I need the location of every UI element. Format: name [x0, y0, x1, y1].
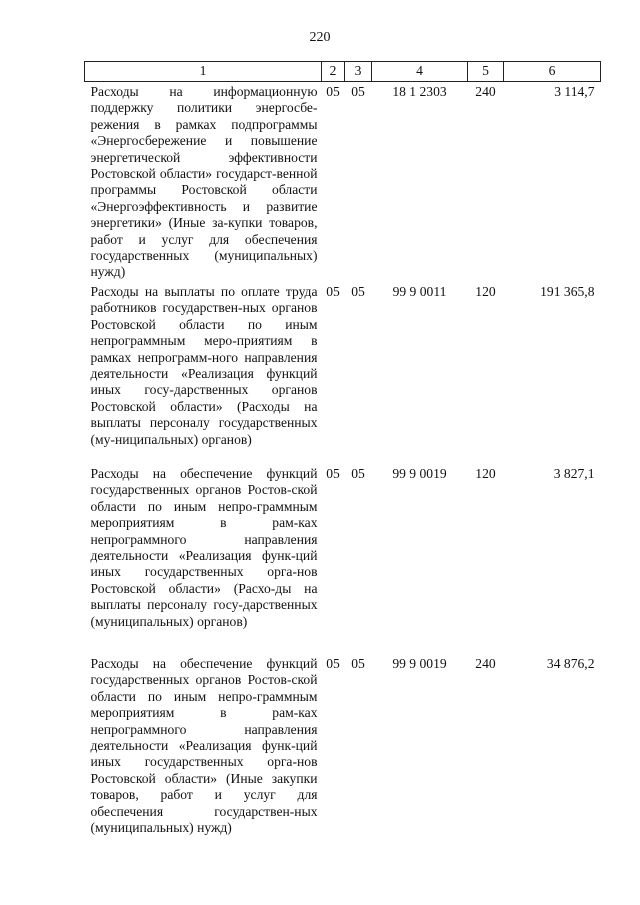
amount-value: 34 876,2 [546, 656, 595, 671]
subsection-code: 05 [351, 466, 365, 481]
expense-type-code: 120 [475, 284, 496, 299]
expense-description: Расходы на информационную поддержку политики энергосбе-режения в рамках подпрограммы «Энергосбережение и повышение энергетической эффективности Ростовской области» государст-венной программы Ростовской области «Энергоэффективность и развитие энергетики» (Иные за-купки товаров, работ и услуг для обеспечения государственных (муниципальных) нужд) [90, 84, 318, 280]
expense-description: Расходы на обеспечение функций государственных органов Ростов-ской области по иным непро-граммным мероприятиям в рам-ках непрограммного направления деятельности «Реализация функ-ций иных государственных орга-нов Ростовской области» (Расхо-ды на выплаты персоналу госу-дарственных (муниципальных) органов) [90, 466, 318, 629]
target-article-code: 18 1 2303 [392, 84, 447, 99]
section-code: 05 [326, 84, 340, 99]
budget-table [84, 61, 601, 836]
expense-type-code: 120 [475, 466, 496, 481]
target-article-code: 99 9 0019 [392, 656, 447, 671]
subsection-code: 05 [351, 84, 365, 99]
section-code: 05 [326, 656, 340, 671]
page-number: 220 [309, 30, 331, 45]
expense-type-code: 240 [475, 656, 496, 671]
table-row [85, 282, 601, 464]
amount-value: 3 827,1 [553, 466, 595, 481]
table-row [85, 654, 601, 836]
column-header-6: 6 [504, 62, 601, 82]
column-header-5: 5 [468, 62, 504, 82]
subsection-code: 05 [351, 656, 365, 671]
target-article-code: 99 9 0011 [392, 284, 447, 299]
column-header-2: 2 [322, 62, 345, 82]
section-code: 05 [326, 284, 340, 299]
column-header-1: 1 [85, 62, 322, 82]
subsection-code: 05 [351, 284, 365, 299]
header-row [85, 62, 601, 82]
column-header-4: 4 [372, 62, 468, 82]
table-row [85, 82, 601, 283]
amount-value: 191 365,8 [540, 284, 595, 299]
target-article-code: 99 9 0019 [392, 466, 447, 481]
expense-description: Расходы на обеспечение функций государственных органов Ростов-ской области по иным непро-граммным мероприятиям в рам-ках непрограммного направления деятельности «Реализация функ-ций иных государственных орга-нов Ростовской области» (Иные закупки товаров, работ и услуг для обеспечения государствен-ных (муниципальных) нужд) [90, 656, 318, 836]
section-code: 05 [326, 466, 340, 481]
amount-value: 3 114,7 [554, 84, 595, 99]
column-header-3: 3 [345, 62, 372, 82]
expense-description: Расходы на выплаты по оплате труда работников государствен-ных органов Ростовской области по иным непрограммным меро-приятиям в рамках непрограмм-ного направления деятельности «Реализация функций иных госу-дарственных органов Ростовской области» (Расходы на выплаты персоналу государственных (му-ниципальных) органов) [90, 284, 318, 447]
table-row [85, 464, 601, 654]
expense-type-code: 240 [475, 84, 496, 99]
